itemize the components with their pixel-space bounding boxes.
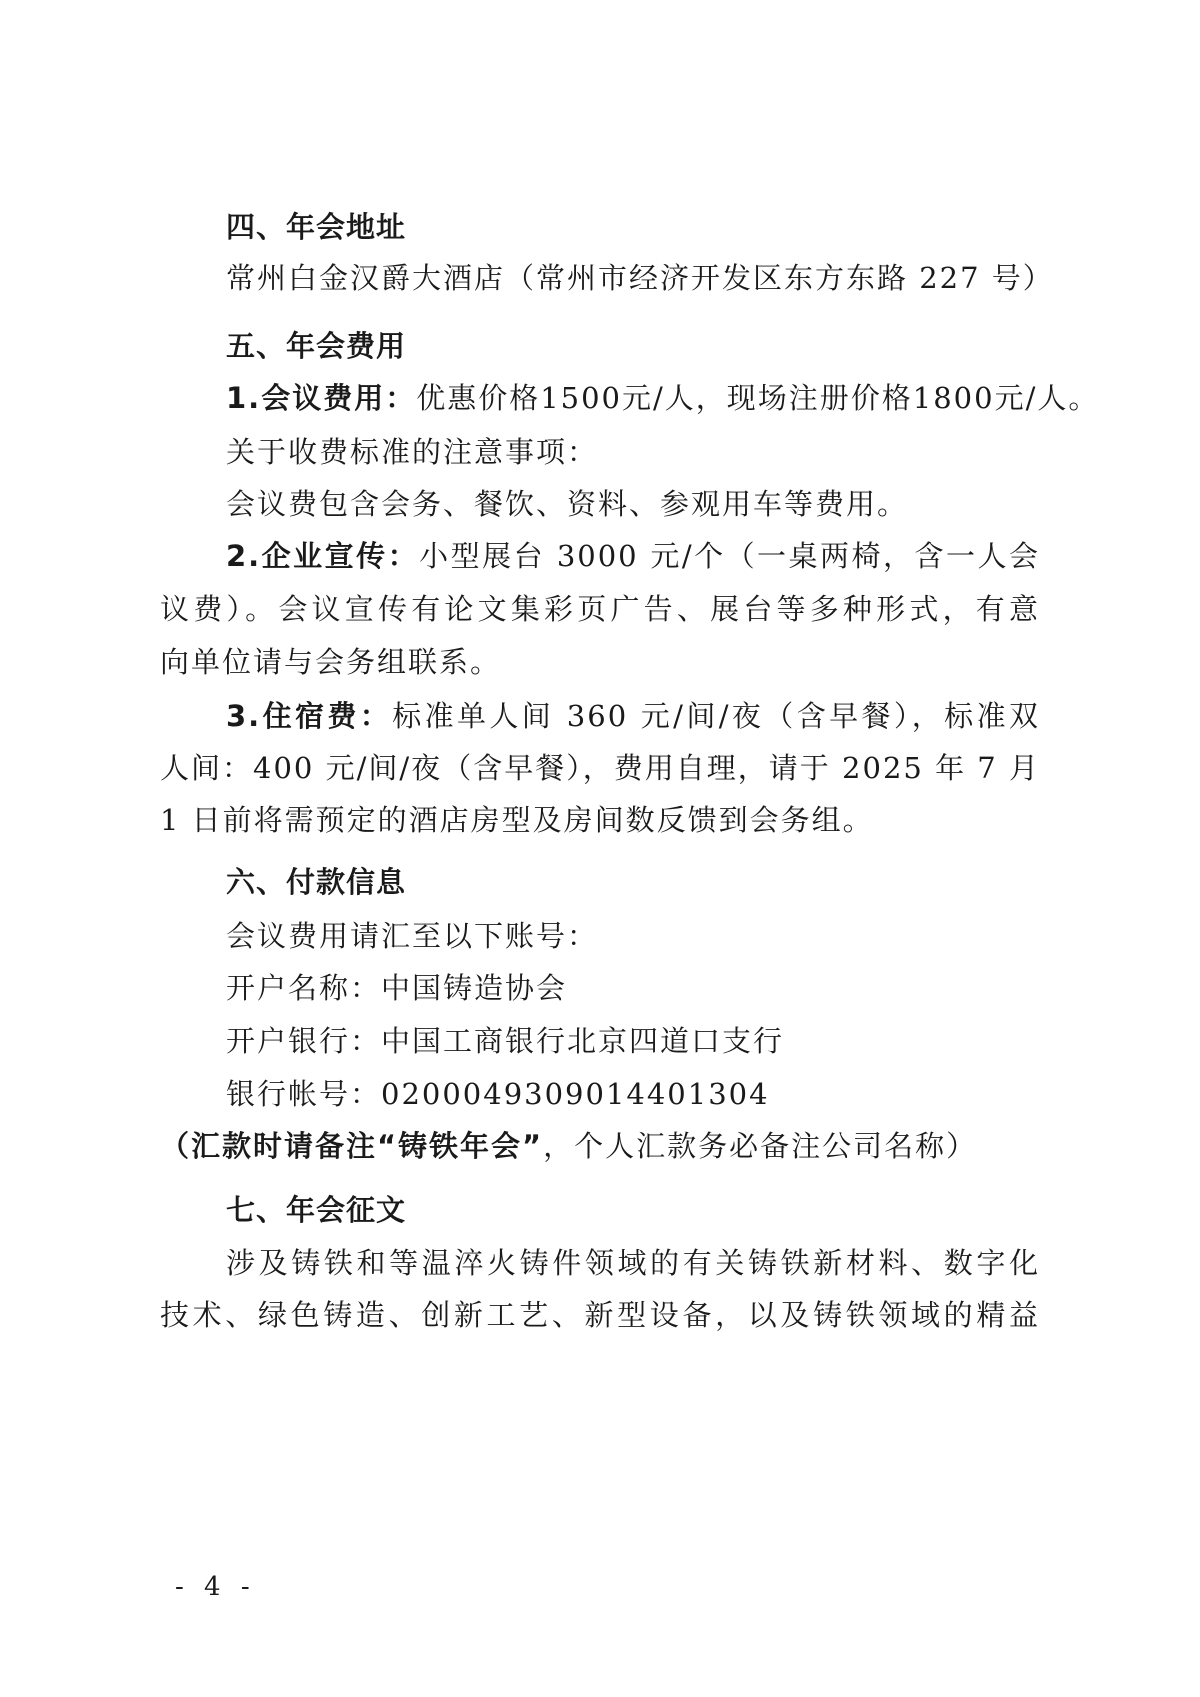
fee-item-promotion-line1	[226, 536, 1040, 576]
fee-item-lodging-line3: 1 日前将需预定的酒店房型及房间数反馈到会务组。	[160, 803, 874, 837]
payment-account-number: 银行帐号：0200049309014401304	[226, 1077, 770, 1111]
fee-item-lodging-line2: 人间：400 元/间/夜（含早餐），费用自理，请于 2025 年 7 月	[160, 751, 1040, 785]
fee-note-text: 会议费包含会务、餐饮、资料、参观用车等费用。	[226, 487, 909, 521]
section-heading-address: 四、年会地址	[226, 210, 407, 244]
fee-item-meeting-text: 优惠价格1500元/人，现场注册价格1800元/人。	[416, 381, 1100, 415]
payment-remark-bold: （汇款时请备注“铸铁年会”	[160, 1129, 544, 1163]
fee-item-lodging-line1	[226, 696, 1040, 736]
section-heading-payment: 六、付款信息	[226, 865, 407, 899]
section-heading-fees: 五、年会费用	[226, 329, 407, 363]
fee-item-lodging-label: 3.住宿费：	[226, 699, 393, 733]
payment-remark	[160, 1126, 1040, 1166]
papers-line2: 技术、绿色铸造、创新工艺、新型设备，以及铸铁领域的精益	[160, 1298, 1040, 1332]
payment-remark-rest: ，个人汇款务必备注公司名称）	[543, 1129, 978, 1163]
address-text: 常州白金汉爵大酒店（常州市经济开发区东方东路 227 号）	[226, 261, 1054, 295]
fee-item-meeting-label: 1.会议费用：	[226, 381, 417, 415]
fee-note-title: 关于收费标准的注意事项：	[226, 435, 599, 469]
fee-item-meeting	[226, 378, 1100, 418]
section-heading-papers: 七、年会征文	[226, 1193, 407, 1227]
fee-item-promotion-label: 2.企业宣传：	[226, 539, 420, 573]
page-number: - 4 -	[175, 1572, 256, 1602]
fee-item-promotion-line3: 向单位请与会务组联系。	[160, 645, 502, 679]
payment-intro: 会议费用请汇至以下账号：	[226, 919, 599, 953]
fee-item-promotion-text: 小型展台 3000 元/个（一桌两椅，含一人会	[419, 539, 1040, 573]
payment-bank: 开户银行：中国工商银行北京四道口支行	[226, 1024, 785, 1058]
fee-item-lodging-text: 标准单人间 360 元/间/夜（含早餐），标准双	[392, 699, 1040, 733]
papers-line1: 涉及铸铁和等温淬火铸件领域的有关铸铁新材料、数字化	[226, 1246, 1040, 1280]
fee-item-promotion-line2: 议费）。会议宣传有论文集彩页广告、展台等多种形式，有意	[160, 592, 1040, 626]
payment-account-name: 开户名称：中国铸造协会	[226, 971, 568, 1005]
